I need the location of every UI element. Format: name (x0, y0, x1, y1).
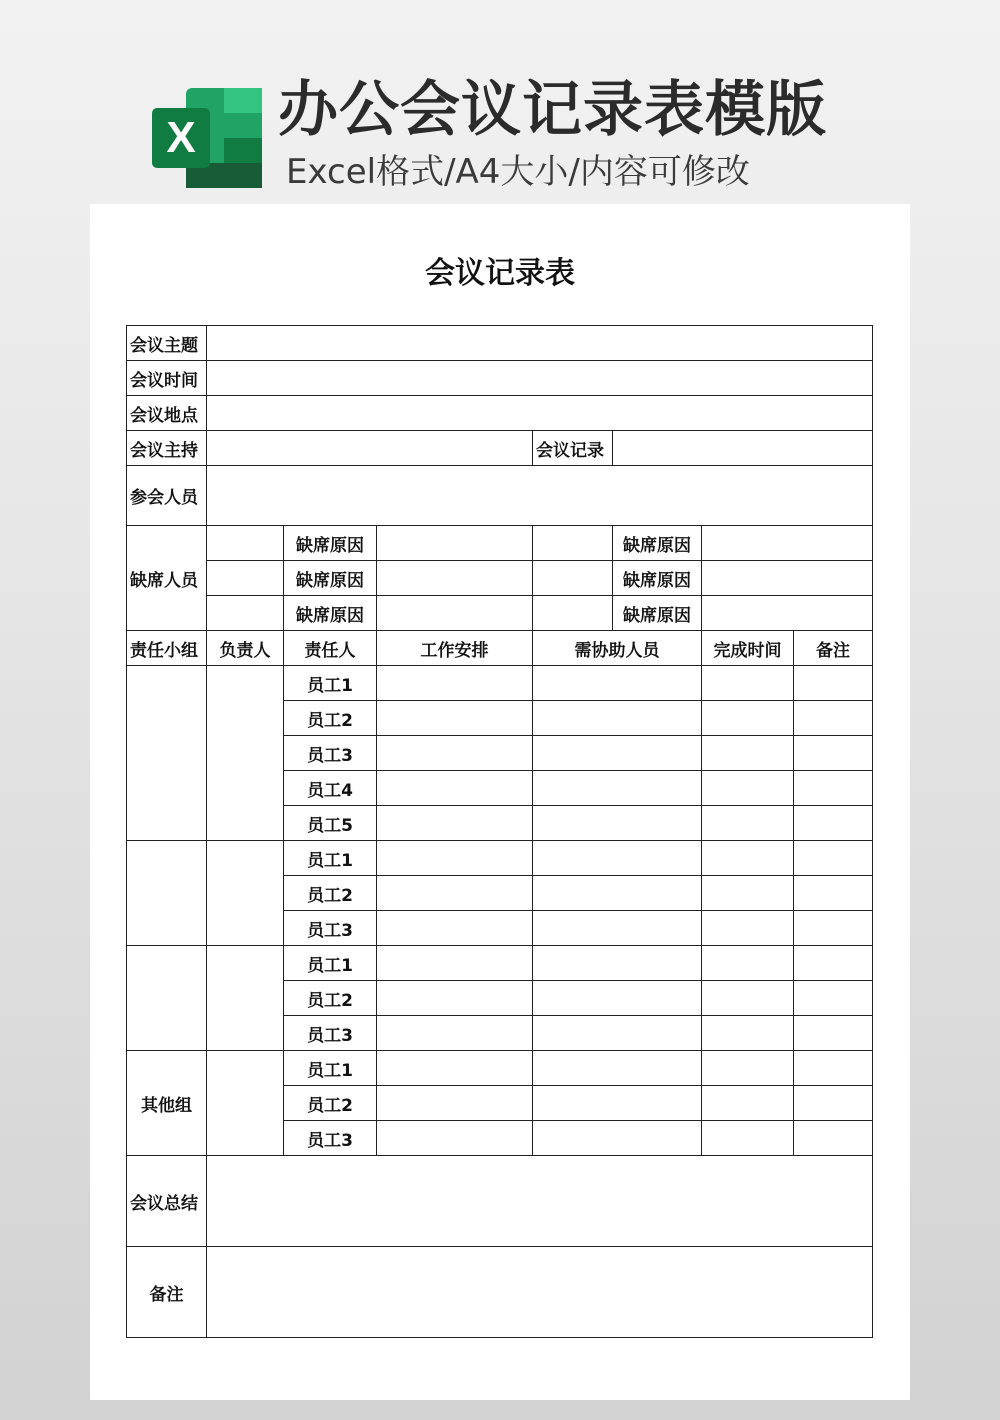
host-row (127, 431, 873, 466)
column-header-remarks: 备注 (794, 631, 873, 666)
remarks-cell[interactable] (794, 736, 873, 771)
assignee-cell: 员工1 (284, 666, 377, 701)
absentee-name-field[interactable] (533, 561, 613, 596)
remarks-cell[interactable] (794, 1051, 873, 1086)
remarks-cell[interactable] (794, 876, 873, 911)
deadline-cell[interactable] (702, 1086, 794, 1121)
column-header-deadline: 完成时间 (702, 631, 794, 666)
remarks-cell[interactable] (794, 771, 873, 806)
assignee-cell: 员工3 (284, 911, 377, 946)
assignee-cell: 员工3 (284, 736, 377, 771)
remarks-cell[interactable] (794, 701, 873, 736)
deadline-cell[interactable] (702, 806, 794, 841)
remarks-label: 备注 (127, 1247, 207, 1338)
absence-reason-label: 缺席原因 (284, 561, 377, 596)
absence-row (127, 596, 873, 631)
remarks-cell[interactable] (794, 1016, 873, 1051)
deadline-cell[interactable] (702, 946, 794, 981)
deadline-cell[interactable] (702, 736, 794, 771)
task-row (127, 666, 873, 701)
work-plan-cell[interactable] (377, 841, 533, 876)
assistants-cell[interactable] (533, 771, 702, 806)
column-header-work-plan: 工作安排 (377, 631, 533, 666)
task-row (127, 946, 873, 981)
assignee-cell: 员工5 (284, 806, 377, 841)
assignee-cell: 员工2 (284, 876, 377, 911)
assistants-cell[interactable] (533, 876, 702, 911)
assistants-cell[interactable] (533, 806, 702, 841)
work-plan-cell[interactable] (377, 806, 533, 841)
assignee-cell: 员工2 (284, 1086, 377, 1121)
absentee-name-field[interactable] (533, 526, 613, 561)
summary-label: 会议总结 (127, 1156, 207, 1247)
place-label: 会议地点 (127, 396, 207, 431)
column-header-group: 责任小组 (127, 631, 207, 666)
absence-reason-label: 缺席原因 (613, 561, 702, 596)
work-plan-cell[interactable] (377, 1051, 533, 1086)
meeting-record-table (126, 325, 873, 1338)
place-row (127, 396, 873, 431)
assistants-cell[interactable] (533, 911, 702, 946)
page-title: 办公会议记录表模版 (278, 75, 827, 145)
deadline-cell[interactable] (702, 911, 794, 946)
assignee-cell: 员工3 (284, 1121, 377, 1156)
remarks-field[interactable] (207, 1247, 873, 1338)
assistants-cell[interactable] (533, 1016, 702, 1051)
group-leader-cell[interactable] (207, 946, 284, 1051)
absence-reason-label: 缺席原因 (613, 526, 702, 561)
work-plan-cell[interactable] (377, 666, 533, 701)
time-label: 会议时间 (127, 361, 207, 396)
absence-reason-label: 缺席原因 (613, 596, 702, 631)
absence-row (127, 526, 873, 561)
excel-logo-icon (152, 86, 264, 190)
topic-row (127, 326, 873, 361)
time-field[interactable] (207, 361, 873, 396)
column-header-assignee: 责任人 (284, 631, 377, 666)
absence-row (127, 561, 873, 596)
svg-text:X: X (166, 113, 196, 162)
remarks-cell[interactable] (794, 806, 873, 841)
work-plan-cell[interactable] (377, 911, 533, 946)
assistants-cell[interactable] (533, 701, 702, 736)
assignee-cell: 员工2 (284, 701, 377, 736)
work-plan-cell[interactable] (377, 946, 533, 981)
absence-reason-field[interactable] (377, 596, 533, 631)
absentees-label: 缺席人员 (127, 526, 207, 631)
attendees-field[interactable] (207, 466, 873, 526)
remarks-cell[interactable] (794, 1121, 873, 1156)
form-sheet (90, 204, 910, 1400)
task-header-row (127, 631, 873, 666)
work-plan-cell[interactable] (377, 876, 533, 911)
absence-reason-label: 缺席原因 (284, 526, 377, 561)
assistants-cell[interactable] (533, 666, 702, 701)
absence-reason-field[interactable] (377, 526, 533, 561)
deadline-cell[interactable] (702, 841, 794, 876)
absentee-name-field[interactable] (207, 526, 284, 561)
remarks-cell[interactable] (794, 841, 873, 876)
absentee-name-field[interactable] (207, 561, 284, 596)
assistants-cell[interactable] (533, 946, 702, 981)
attendees-row (127, 466, 873, 526)
host-field[interactable] (207, 431, 533, 466)
work-plan-cell[interactable] (377, 981, 533, 1016)
assistants-cell[interactable] (533, 841, 702, 876)
remarks-cell[interactable] (794, 666, 873, 701)
summary-row (127, 1156, 873, 1247)
deadline-cell[interactable] (702, 1016, 794, 1051)
task-row (127, 1051, 873, 1086)
attendees-label: 参会人员 (127, 466, 207, 526)
place-field[interactable] (207, 396, 873, 431)
deadline-cell[interactable] (702, 701, 794, 736)
work-plan-cell[interactable] (377, 701, 533, 736)
recorder-label: 会议记录 (533, 431, 613, 466)
deadline-cell[interactable] (702, 666, 794, 701)
work-plan-cell[interactable] (377, 1016, 533, 1051)
absentee-name-field[interactable] (207, 596, 284, 631)
topic-field[interactable] (207, 326, 873, 361)
page-subtitle: Excel格式/A4大小/内容可修改 (286, 152, 750, 192)
assistants-cell[interactable] (533, 1086, 702, 1121)
group-leader-cell[interactable] (207, 1051, 284, 1156)
assistants-cell[interactable] (533, 736, 702, 771)
deadline-cell[interactable] (702, 1051, 794, 1086)
page-header (0, 0, 1000, 200)
time-row (127, 361, 873, 396)
remarks-cell[interactable] (794, 911, 873, 946)
group-name-cell[interactable] (127, 666, 207, 841)
assignee-cell: 员工2 (284, 981, 377, 1016)
assignee-cell: 员工3 (284, 1016, 377, 1051)
assistants-cell[interactable] (533, 1051, 702, 1086)
remarks-cell[interactable] (794, 1086, 873, 1121)
sheet-title: 会议记录表 (425, 256, 575, 291)
summary-field[interactable] (207, 1156, 873, 1247)
assignee-cell: 员工1 (284, 946, 377, 981)
absence-reason-label: 缺席原因 (284, 596, 377, 631)
absence-reason-field[interactable] (702, 561, 873, 596)
deadline-cell[interactable] (702, 771, 794, 806)
column-header-leader: 负责人 (207, 631, 284, 666)
group-name-cell[interactable] (127, 841, 207, 946)
task-row (127, 841, 873, 876)
remarks-cell[interactable] (794, 981, 873, 1016)
group-leader-cell[interactable] (207, 666, 284, 841)
absence-reason-field[interactable] (377, 561, 533, 596)
column-header-assistants: 需协助人员 (533, 631, 702, 666)
assignee-cell: 员工1 (284, 841, 377, 876)
work-plan-cell[interactable] (377, 1086, 533, 1121)
host-label: 会议主持 (127, 431, 207, 466)
group-name-cell[interactable]: 其他组 (127, 1051, 207, 1156)
assignee-cell: 员工4 (284, 771, 377, 806)
assistants-cell[interactable] (533, 981, 702, 1016)
task-table-body (127, 666, 873, 1156)
deadline-cell[interactable] (702, 981, 794, 1016)
absence-reason-field[interactable] (702, 596, 873, 631)
work-plan-cell[interactable] (377, 736, 533, 771)
work-plan-cell[interactable] (377, 771, 533, 806)
absentee-name-field[interactable] (533, 596, 613, 631)
assignee-cell: 员工1 (284, 1051, 377, 1086)
remarks-cell[interactable] (794, 946, 873, 981)
group-leader-cell[interactable] (207, 841, 284, 946)
recorder-field[interactable] (613, 431, 873, 466)
topic-label: 会议主题 (127, 326, 207, 361)
assistants-cell[interactable] (533, 1121, 702, 1156)
group-name-cell[interactable] (127, 946, 207, 1051)
deadline-cell[interactable] (702, 1121, 794, 1156)
absence-reason-field[interactable] (702, 526, 873, 561)
remarks-row (127, 1247, 873, 1338)
work-plan-cell[interactable] (377, 1121, 533, 1156)
deadline-cell[interactable] (702, 876, 794, 911)
